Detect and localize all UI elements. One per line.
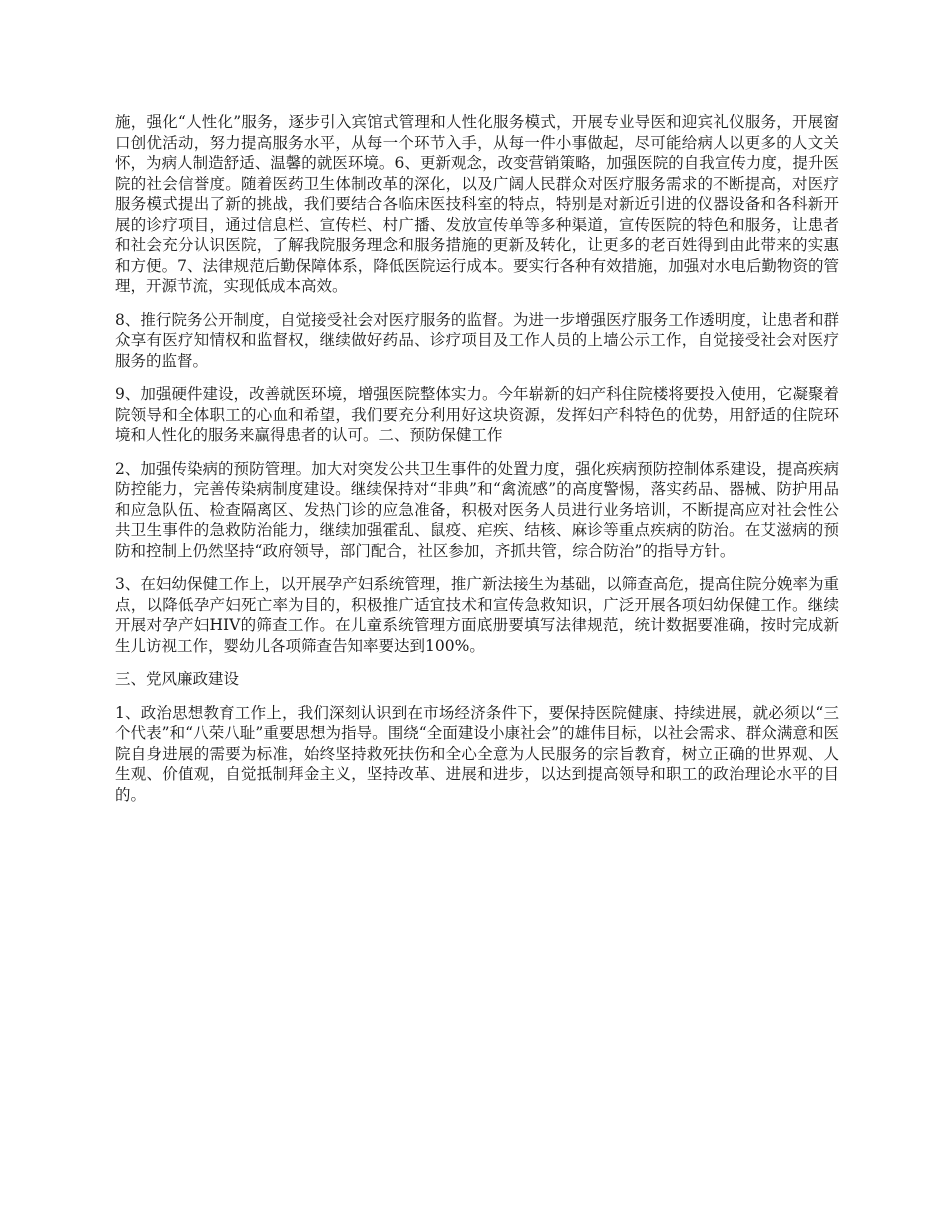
paragraph-1: 施，强化“人性化”服务，逐步引入宾馆式管理和人性化服务模式，开展专业导医和迎宾礼仪服务，开展窗口创优活动，努力提高服务水平，从每一个环节入手，从每一件小事做起，尽可能给病人以更多的人文关怀，为病人制造舒适、温馨的就医环境。6、更新观念，改变营销策略，加强医院的自我宣传力度，提升医院的社会信誉度。随着医药卫生体制改革的深化，以及广阔人民群众对医疗服务需求的不断提高，对医疗服务模式提出了新的挑战，我们要结合各临床医技科室的特点，特别是对新近引进的仪器设备和各科新开展的诊疗项目，通过信息栏、宣传栏、村广播、发放宣传单等多种渠道，宣传医院的特色和服务，让患者和社会充分认识医院，了解我院服务理念和服务措施的更新及转化，让更多的老百姓得到由此带来的实惠和方便。7、法律规范后勤保障体系，降低医院运行成本。要实行各种有效措施，加强对水电后勤物资的管理，开源节流，实现低成本高效。 [115,113,839,295]
document-page [115,112,839,818]
section-heading: 三、党风廉政建设 [115,670,240,688]
paragraph-2: 8、推行院务公开制度，自觉接受社会对医疗服务的监督。为进一步增强医疗服务工作透明度，让患者和群众享有医疗知情权和监督权，继续做好药品、诊疗项目及工作人员的上墙公示工作，自觉接受社会对医疗服务的监督。 [115,310,839,370]
paragraph-5: 3、在妇幼保健工作上，以开展孕产妇系统管理，推广新法接生为基础，以筛查高危，提高住院分娩率为重点，以降低孕产妇死亡率为目的，积极推广适宜技术和宣传急救知识，广泛开展各项妇幼保健工作。继续开展对孕产妇HIV的筛查工作。在儿童系统管理方面底册要填写法律规范，统计数据要准确，按时完成新生儿访视工作，婴幼儿各项筛查告知率要达到100%。 [115,575,839,655]
paragraph-4: 2、加强传染病的预防管理。加大对突发公共卫生事件的处置力度，强化疾病预防控制体系建设，提高疾病防控能力，完善传染病制度建设。继续保持对“非典”和“禽流感”的高度警惕，落实药品、器械、防护用品和应急队伍、检查隔离区、发热门诊的应急准备，积极对医务人员进行业务培训，不断提高应对社会性公共卫生事件的急救防治能力，继续加强霍乱、鼠疫、疟疾、结核、麻诊等重点疾病的防治。在艾滋病的预防和控制上仍然坚持“政府领导，部门配合，社区参加，齐抓共管，综合防治”的指导方针。 [115,459,839,560]
paragraph-7: 1、政治思想教育工作上，我们深刻认识到在市场经济条件下，要保持医院健康、持续进展，就必须以“三个代表”和“八荣八耻”重要思想为指导。围绕“全面建设小康社会”的雄伟目标，以社会需求、群众满意和医院自身进展的需要为标准，始终坚持救死扶伤和全心全意为人民服务的宗旨教育，树立正确的世界观、人生观、价值观，自觉抵制拜金主义，坚持改革、进展和进步，以达到提高领导和职工的政治理论水平的目的。 [115,703,839,804]
paragraph-3: 9、加强硬件建设，改善就医环境，增强医院整体实力。今年崭新的妇产科住院楼将要投入使用，它凝聚着院领导和全体职工的心血和希望，我们要充分利用好这块资源，发挥妇产科特色的优势，用舒适的住院环境和人性化的服务来赢得患者的认可。二、预防保健工作 [115,385,839,444]
